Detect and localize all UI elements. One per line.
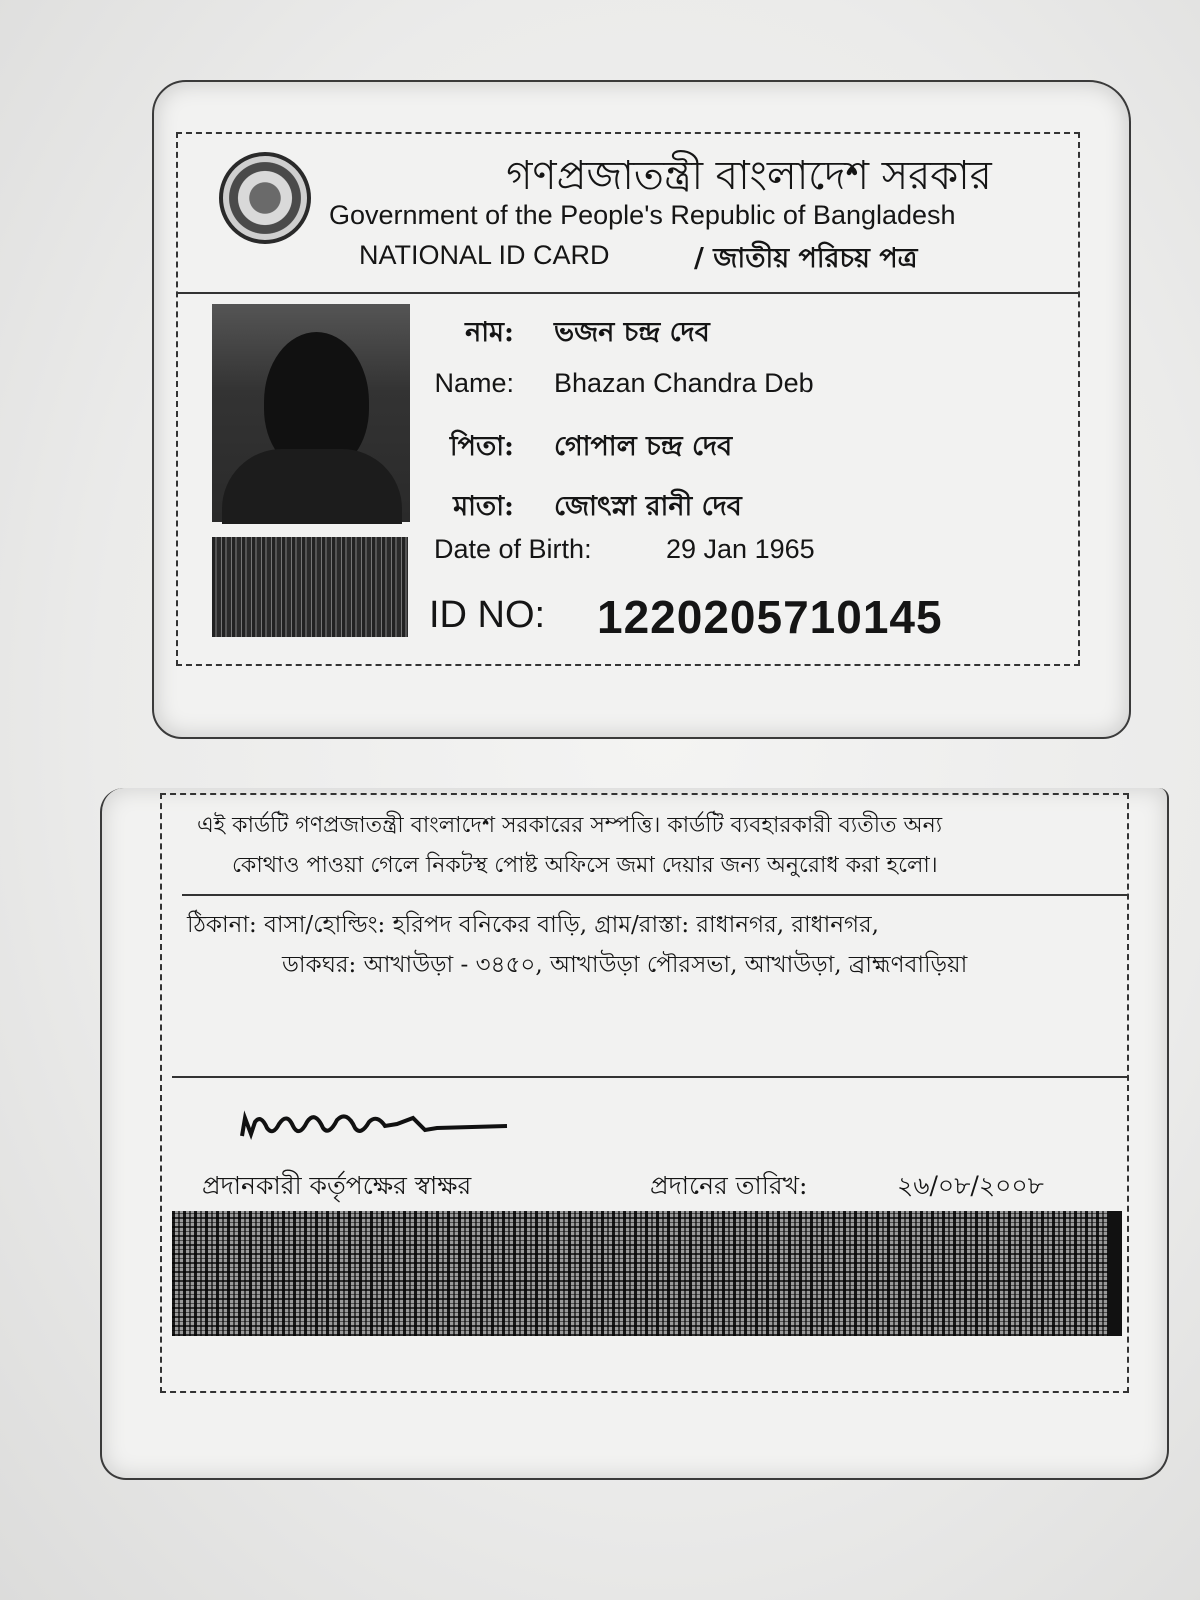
mother-value: জোৎস্না রানী দেব	[554, 491, 742, 522]
mother-label: মাতা:	[453, 491, 514, 522]
card-type-bangla: / জাতীয় পরিচয় পত্র	[694, 243, 918, 274]
name-bangla-label: নাম:	[465, 317, 514, 348]
father-value: গোপাল চন্দ্র দেব	[554, 431, 733, 462]
id-card-back	[100, 788, 1169, 1480]
name-bangla-value: ভজন চন্দ্র দেব	[554, 317, 710, 348]
name-english-value: Bhazan Chandra Deb	[554, 368, 814, 398]
address-line-1: ঠিকানা: বাসা/হোল্ডিং: হরিপদ বনিকের বাড়ি, গ্রাম/রাস্তা: রাধানগর, রাধানগর,	[187, 912, 879, 938]
notice-divider	[182, 894, 1127, 896]
card-type-english: NATIONAL ID CARD	[359, 240, 610, 270]
id-card-front	[152, 80, 1131, 739]
title-bangla: গণপ্রজাতন্ত্রী বাংলাদেশ সরকার	[506, 153, 992, 199]
holder-photo	[212, 304, 410, 522]
father-label: পিতা:	[449, 431, 514, 462]
header-divider	[178, 292, 1078, 294]
notice-line-1: এই কার্ডটি গণপ্রজাতন্ত্রী বাংলাদেশ সরকারের সম্পত্তি। কার্ডটি ব্যবহারকারী ব্যতীত অন্য	[197, 813, 943, 838]
issue-date-label: প্রদানের তারিখ:	[650, 1171, 808, 1200]
holder-signature-image	[212, 537, 408, 637]
name-english-label: Name:	[434, 368, 514, 398]
issue-date-value: ২৬/০৮/২০০৮	[897, 1171, 1044, 1200]
authority-signature-image	[237, 1106, 517, 1146]
barcode-right-edge	[1108, 1211, 1122, 1336]
address-divider	[172, 1076, 1127, 1078]
signature-label: প্রদানকারী কর্তৃপক্ষের স্বাক্ষর	[202, 1171, 472, 1200]
pdf417-barcode	[172, 1211, 1122, 1336]
dob-value: 29 Jan 1965	[666, 534, 815, 564]
dob-label: Date of Birth:	[434, 534, 592, 564]
address-line-2: ডাকঘর: আখাউড়া - ৩৪৫০, আখাউড়া পৌরসভা, আখাউড়া, ব্রাহ্মণবাড়িয়া	[282, 952, 968, 978]
government-seal-icon	[219, 152, 311, 244]
title-english: Government of the People's Republic of Bangladesh	[329, 200, 956, 230]
notice-line-2: কোথাও পাওয়া গেলে নিকটস্থ পোষ্ট অফিসে জমা দেয়ার জন্য অনুরোধ করা হলো।	[232, 853, 938, 878]
id-number-label: ID NO:	[429, 594, 546, 636]
id-number-value: 1220205710145	[597, 591, 943, 643]
